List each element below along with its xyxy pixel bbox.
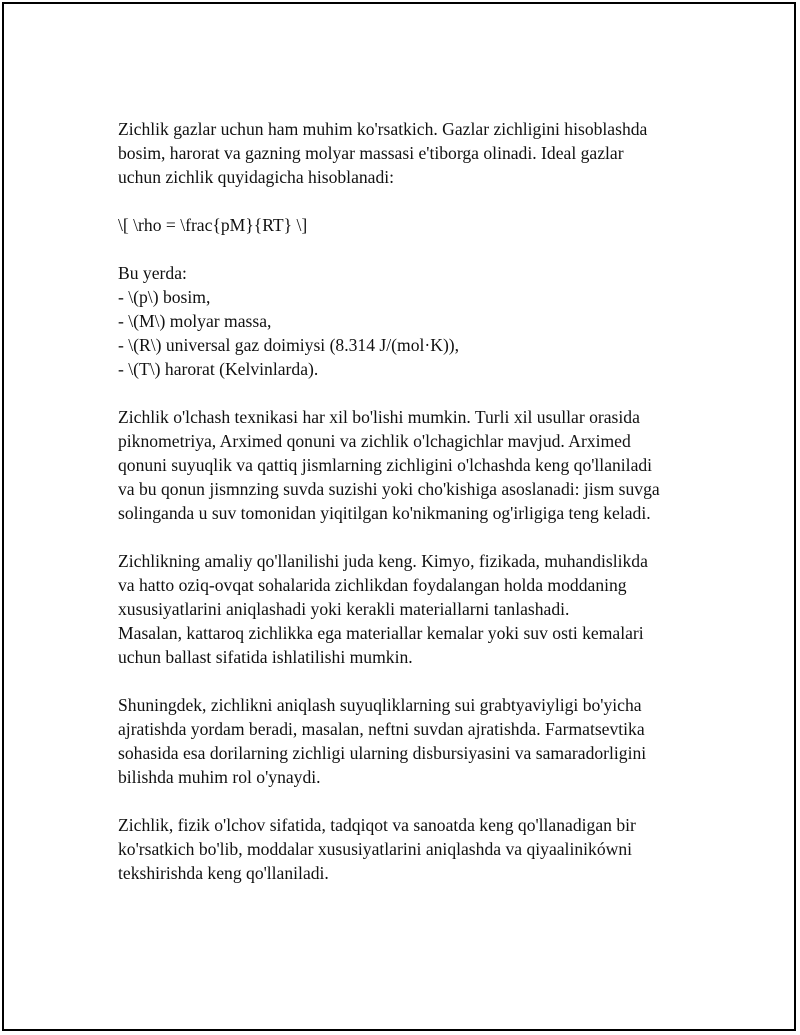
text-line: tekshirishda keng qo'llaniladi.: [118, 863, 329, 883]
list-item: - \(p\) bosim,: [118, 287, 211, 307]
paragraph-variables: [118, 261, 708, 381]
text-line: Zichlikning amaliy qo'llanilishi juda keng. Kimyo, fizikada, muhandislikda: [118, 551, 648, 571]
text-line: bilishda muhim rol o'ynaydi.: [118, 767, 321, 787]
list-item: - \(R\) universal gaz doimiysi (8.314 J/(mol·K)),: [118, 335, 460, 355]
text-line: sohasida esa dorilarning zichligi ularning disbursiyasini va samaradorligini: [118, 743, 647, 763]
paragraph-intro: [118, 117, 708, 189]
paragraph-conclusion: [118, 813, 708, 885]
text-line: piknometriya, Arximed qonuni va zichlik o'lchagichlar mavjud. Arximed: [118, 431, 631, 451]
variables-heading: Bu yerda:: [118, 263, 187, 283]
text-line: va bu qonun jismnzing suvda suzishi yoki cho'kishiga asoslanadi: jism suvga: [118, 479, 660, 499]
text-line: ko'rsatkich bo'lib, moddalar xususiyatlarini aniqlashda va qiyaalinikówni: [118, 839, 633, 859]
text-line: bosim, harorat va gazning molyar massasi e'tiborga olinadi. Ideal gazlar: [118, 143, 624, 163]
text-line: xususiyatlarini aniqlashadi yoki kerakli materiallarni tanlashadi.: [118, 599, 570, 619]
text-line: uchun ballast sifatida ishlatilishi mumkin.: [118, 647, 413, 667]
text-line: Masalan, kattaroq zichlikka ega materiallar kemalar yoki suv osti kemalari: [118, 623, 644, 643]
paragraph-measurement: [118, 405, 708, 525]
list-item: - \(T\) harorat (Kelvinlarda).: [118, 359, 319, 379]
paragraph-applications: [118, 549, 708, 669]
density-formula: \[ \rho = \frac{pM}{RT} \]: [118, 215, 308, 235]
text-line: solinganda u suv tomonidan yiqitilgan ko'nikmaning og'irligiga teng keladi.: [118, 503, 651, 523]
text-line: qonuni suyuqlik va qattiq jismlarning zichligini o'lchashda keng qo'llaniladi: [118, 455, 653, 475]
paragraph-formula: [118, 213, 708, 237]
document-body: [118, 117, 708, 909]
text-line: ajratishda yordam beradi, masalan, neftni suvdan ajratishda. Farmatsevtika: [118, 719, 645, 739]
text-line: Shuningdek, zichlikni aniqlash suyuqliklarning sui grabtyaviyligi bo'yicha: [118, 695, 642, 715]
text-line: uchun zichlik quyidagicha hisoblanadi:: [118, 167, 395, 187]
list-item: - \(M\) molyar massa,: [118, 311, 272, 331]
paragraph-separation: [118, 693, 708, 789]
text-line: Zichlik o'lchash texnikasi har xil bo'lishi mumkin. Turli xil usullar orasida: [118, 407, 640, 427]
text-line: va hatto oziq-ovqat sohalarida zichlikdan foydalangan holda moddaning: [118, 575, 627, 595]
text-line: Zichlik gazlar uchun ham muhim ko'rsatkich. Gazlar zichligini hisoblashda: [118, 119, 648, 139]
text-line: Zichlik, fizik o'lchov sifatida, tadqiqot va sanoatda keng qo'llanadigan bir: [118, 815, 636, 835]
